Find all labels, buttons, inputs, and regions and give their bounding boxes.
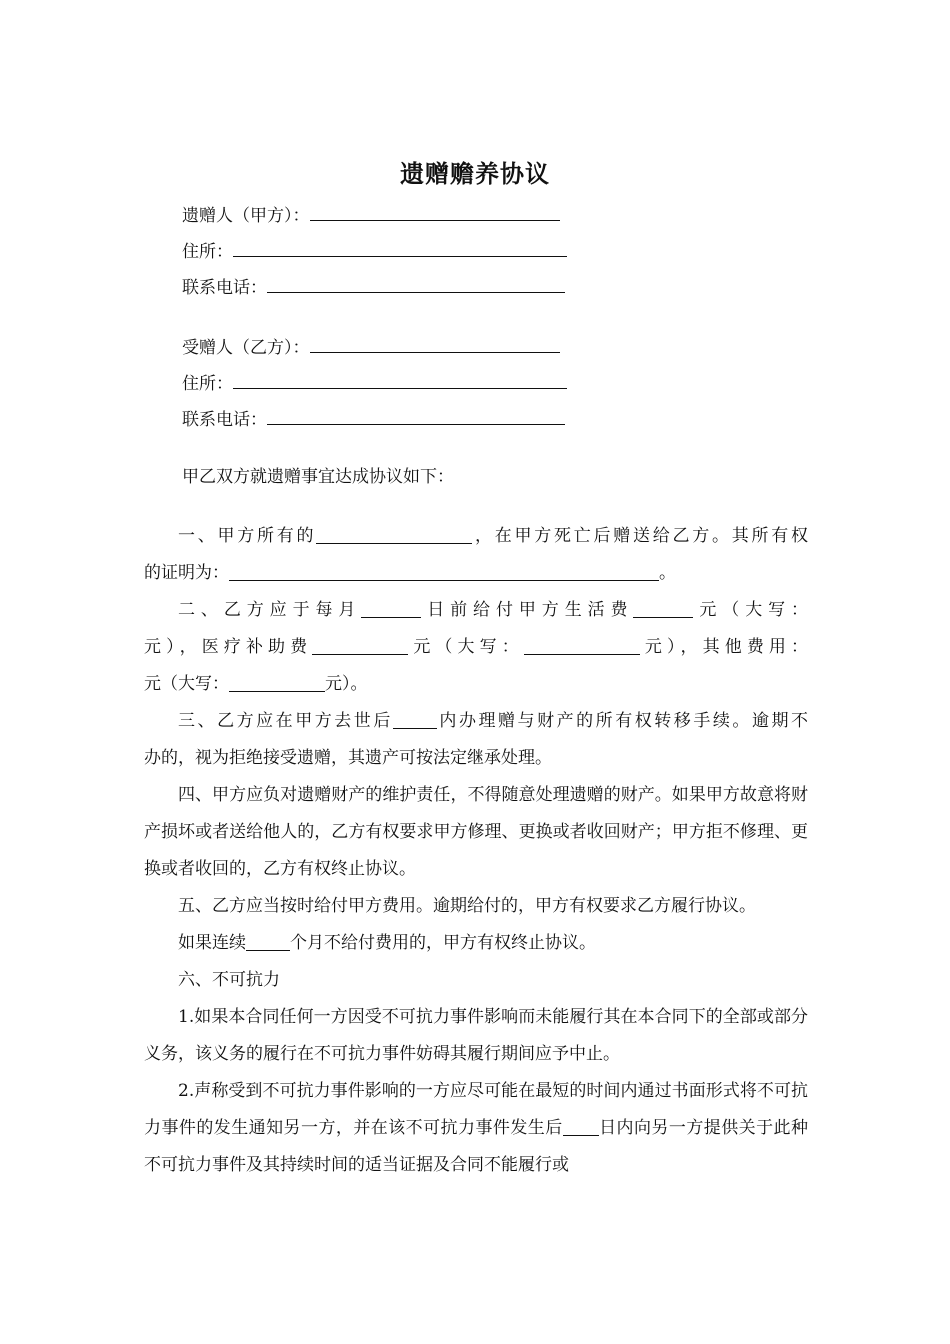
party-b-name-field[interactable] (310, 334, 560, 353)
intro-text: 甲乙双方就遗赠事宜达成协议如下： (182, 467, 454, 487)
clause-1-text-b: ，在甲方死亡后赠送给乙方。其所有权 (472, 526, 808, 546)
clause-1-property-blank[interactable] (316, 523, 472, 544)
clause-2-medical-upper-blank[interactable] (524, 634, 640, 655)
clause-1-proof-blank[interactable] (229, 560, 659, 581)
clause-4: 四、甲方应负对遗赠财产的维护责任，不得随意处理遗赠的财产。如果甲方故意将财产损坏或者送给他人的，乙方有权要求甲方修理、更换或者收回财产；甲方拒不修理、更换或者收回的，乙方有权终止协议。 (144, 785, 808, 879)
clause-1-text-a: 一、甲方所有的 (178, 526, 317, 546)
clause-2-text-b: 日前给付甲方生活费 (421, 600, 634, 620)
clause-2-line-2 (144, 629, 808, 666)
clause-6-title: 六、不可抗力 (178, 970, 280, 990)
clause-5-extra (144, 925, 808, 962)
clause-2-line-1 (144, 592, 808, 629)
party-a-name-field[interactable] (310, 202, 560, 221)
party-b-address-field[interactable] (233, 370, 567, 389)
party-a-phone-label: 联系电话： (182, 278, 267, 298)
clause-2-medical-fee-blank[interactable] (312, 634, 408, 655)
clause-2-day-blank[interactable] (361, 597, 421, 618)
clause-6-2 (144, 1073, 808, 1184)
party-a-phone-line (182, 274, 565, 299)
clause-2-text-g: 元（大写： (144, 674, 229, 694)
clause-2-text-d: 元），医疗补助费 (144, 637, 313, 657)
clause-6-2-text-b: 日内向另一方提供关于此种不可抗力事件及其持续时间的适当证据及合同不能履行或 (144, 1118, 809, 1175)
clause-2-text-f: 元），其他费用： (639, 637, 809, 657)
party-a-phone-field[interactable] (267, 274, 565, 293)
clause-5-months-blank[interactable] (246, 930, 290, 951)
clause-2-living-fee-blank[interactable] (633, 597, 693, 618)
clause-2-text-h: 元）。 (325, 674, 368, 694)
clause-6-1: 1.如果本合同任何一方因受不可抗力事件影响而未能履行其在本合同下的全部或部分义务，该义务的履行在不可抗力事件妨碍其履行期间应予中止。 (144, 1007, 808, 1064)
clause-3-text-a: 三、乙方应在甲方去世后 (178, 711, 393, 731)
clause-1-text-c: 的证明为： (144, 563, 229, 583)
party-b-phone-label: 联系电话： (182, 410, 267, 430)
party-a-address-label: 住所： (182, 242, 233, 262)
clause-3-period-blank[interactable] (393, 708, 437, 729)
clause-2-line-3 (144, 666, 808, 703)
clause-2-other-upper-blank[interactable] (229, 671, 325, 692)
party-b-phone-field[interactable] (267, 406, 565, 425)
clause-3-line-1 (144, 703, 808, 740)
clause-5: 五、乙方应当按时给付甲方费用。逾期给付的，甲方有权要求乙方履行协议。 (178, 896, 756, 916)
clause-5-extra-text-b: 个月不给付费用的，甲方有权终止协议。 (290, 933, 596, 953)
party-a-address-line (182, 238, 567, 263)
clause-1-line-2 (144, 555, 808, 592)
clause-2-text-e: 元（大写： (408, 637, 524, 657)
party-b-address-line (182, 370, 567, 395)
clause-2-text-a: 二、乙方应于每月 (178, 600, 362, 620)
party-b-name-line (182, 334, 560, 359)
clause-2-text-c: 元（大写： (693, 600, 809, 620)
clause-5-extra-text-a: 如果连续 (178, 933, 246, 953)
clause-6-2-days-blank[interactable] (563, 1115, 599, 1136)
clause-1-text-d: 。 (659, 563, 676, 583)
clause-3-line-2: 办的，视为拒绝接受遗赠，其遗产可按法定继承处理。 (144, 748, 552, 768)
party-a-name-line (182, 202, 560, 227)
clause-6-2-text-a: 2.声称受到不可抗力事件影响的一方应尽可能在最短的时间内通过书面形式将不可抗力事件的发生通知另一方，并在该不可抗力事件发生后 (144, 1081, 808, 1138)
party-b-address-label: 住所： (182, 374, 233, 394)
clause-1-line-1 (144, 518, 808, 555)
party-b-label: 受赠人（乙方）： (182, 338, 310, 358)
page-title: 遗赠赡养协议 (400, 160, 550, 188)
party-a-address-field[interactable] (233, 238, 567, 257)
clauses (144, 518, 808, 1184)
clause-3-text-b: 内办理赠与财产的所有权转移手续。逾期不 (436, 711, 809, 731)
party-b-phone-line (182, 406, 565, 431)
party-a-label: 遗赠人（甲方）： (182, 206, 310, 226)
